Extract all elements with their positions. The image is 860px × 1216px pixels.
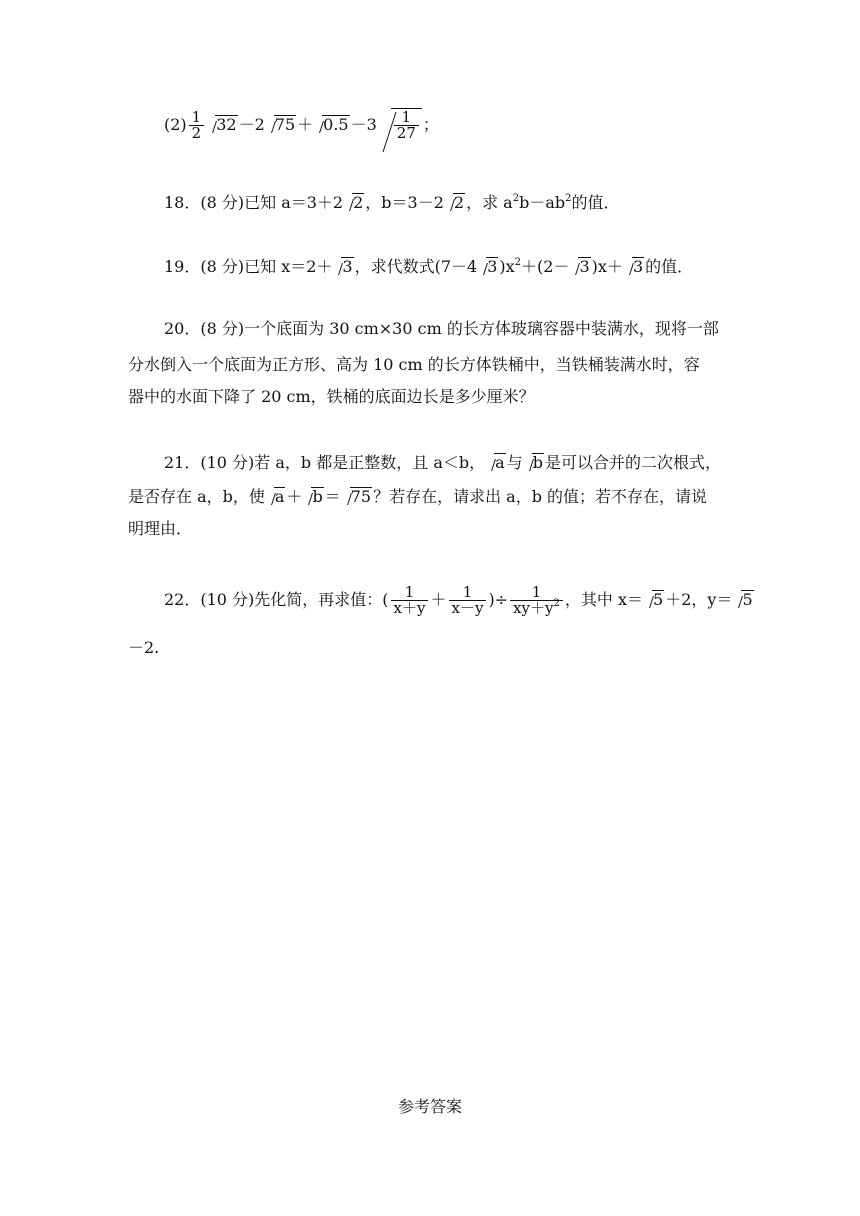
radical-32: 32: [206, 115, 237, 133]
question-18: 18．(8 分)已知 a＝3＋2 2 ，b＝3－2 2 ，求 $a^2b-ab^2$的值．: [164, 193, 620, 212]
answer-key-heading: 参考答案: [397, 1097, 462, 1116]
fraction: $\frac{1}{x+y}$: [391, 585, 429, 616]
question-20-line-3: 器中的水面下降了 20 cm，铁桶的底面边长是多少厘米？: [128, 387, 535, 406]
radical-a: a: [265, 487, 286, 505]
radical-75: 75: [341, 487, 372, 505]
radical-75: 75: [265, 115, 296, 133]
fraction: $\frac{1}{xy+y^2}$: [510, 585, 563, 616]
radical-b: b: [523, 453, 544, 471]
radical-one-27th: $\frac{1}{27}$: [377, 108, 422, 141]
radical: 3: [569, 257, 590, 275]
question-19: 19．(8 分)已知 x＝2＋ 3 ，求代数式(7－4 3 )$x^2+(2- 3$ )x＋ 3 的值．: [164, 257, 694, 276]
fraction: $\frac{1}{x-y}$: [449, 585, 487, 616]
radical: 2: [343, 193, 364, 211]
radical-a: a: [485, 453, 506, 471]
radical-b: b: [302, 487, 323, 505]
radical-0-5: 0.5: [313, 115, 349, 133]
radical: 3: [332, 257, 353, 275]
question-21-line-1: 21．(10 分)若 a，b 都是正整数，且 a＜b， a 与 b 是可以合并的二次根式，: [164, 453, 721, 472]
radical-5: 5: [732, 590, 753, 608]
fraction-half: $\frac{1}{2}$: [189, 110, 205, 141]
radical: 3: [477, 257, 498, 275]
radical-5: 5: [643, 590, 664, 608]
question-17-part-2: (2) $\frac{1}{2}$ 32 －2 75 ＋ 0.5 －3 $\frac{1}{27}$ ；: [164, 108, 439, 142]
question-20-line-1: 20．(8 分)一个底面为 30 cm×30 cm 的长方体玻璃容器中装满水，现将一部: [164, 319, 719, 338]
radical: 3: [623, 257, 644, 275]
question-22-line-2: －2.: [128, 638, 160, 657]
question-21-line-2: 是否存在 a，b，使 a ＋ b ＝ 75 ？若存在，请求出 a，b 的值；若不存在，请说: [128, 487, 708, 506]
question-22-line-1: 22．(10 分)先化简，再求值：( $\frac{1}{x+y}$ ＋ $\frac{1}{x-y}$ )÷ $\frac{1}{xy+y^2}$ ，其中 x＝ 5 ＋2，y＝ 5: [164, 583, 753, 617]
question-21-line-3: 明理由．: [128, 519, 193, 538]
question-20-line-2: 分水倒入一个底面为正方形、高为 10 cm 的长方体铁桶中，当铁桶装满水时，容: [128, 355, 700, 374]
radical: 2: [444, 193, 465, 211]
